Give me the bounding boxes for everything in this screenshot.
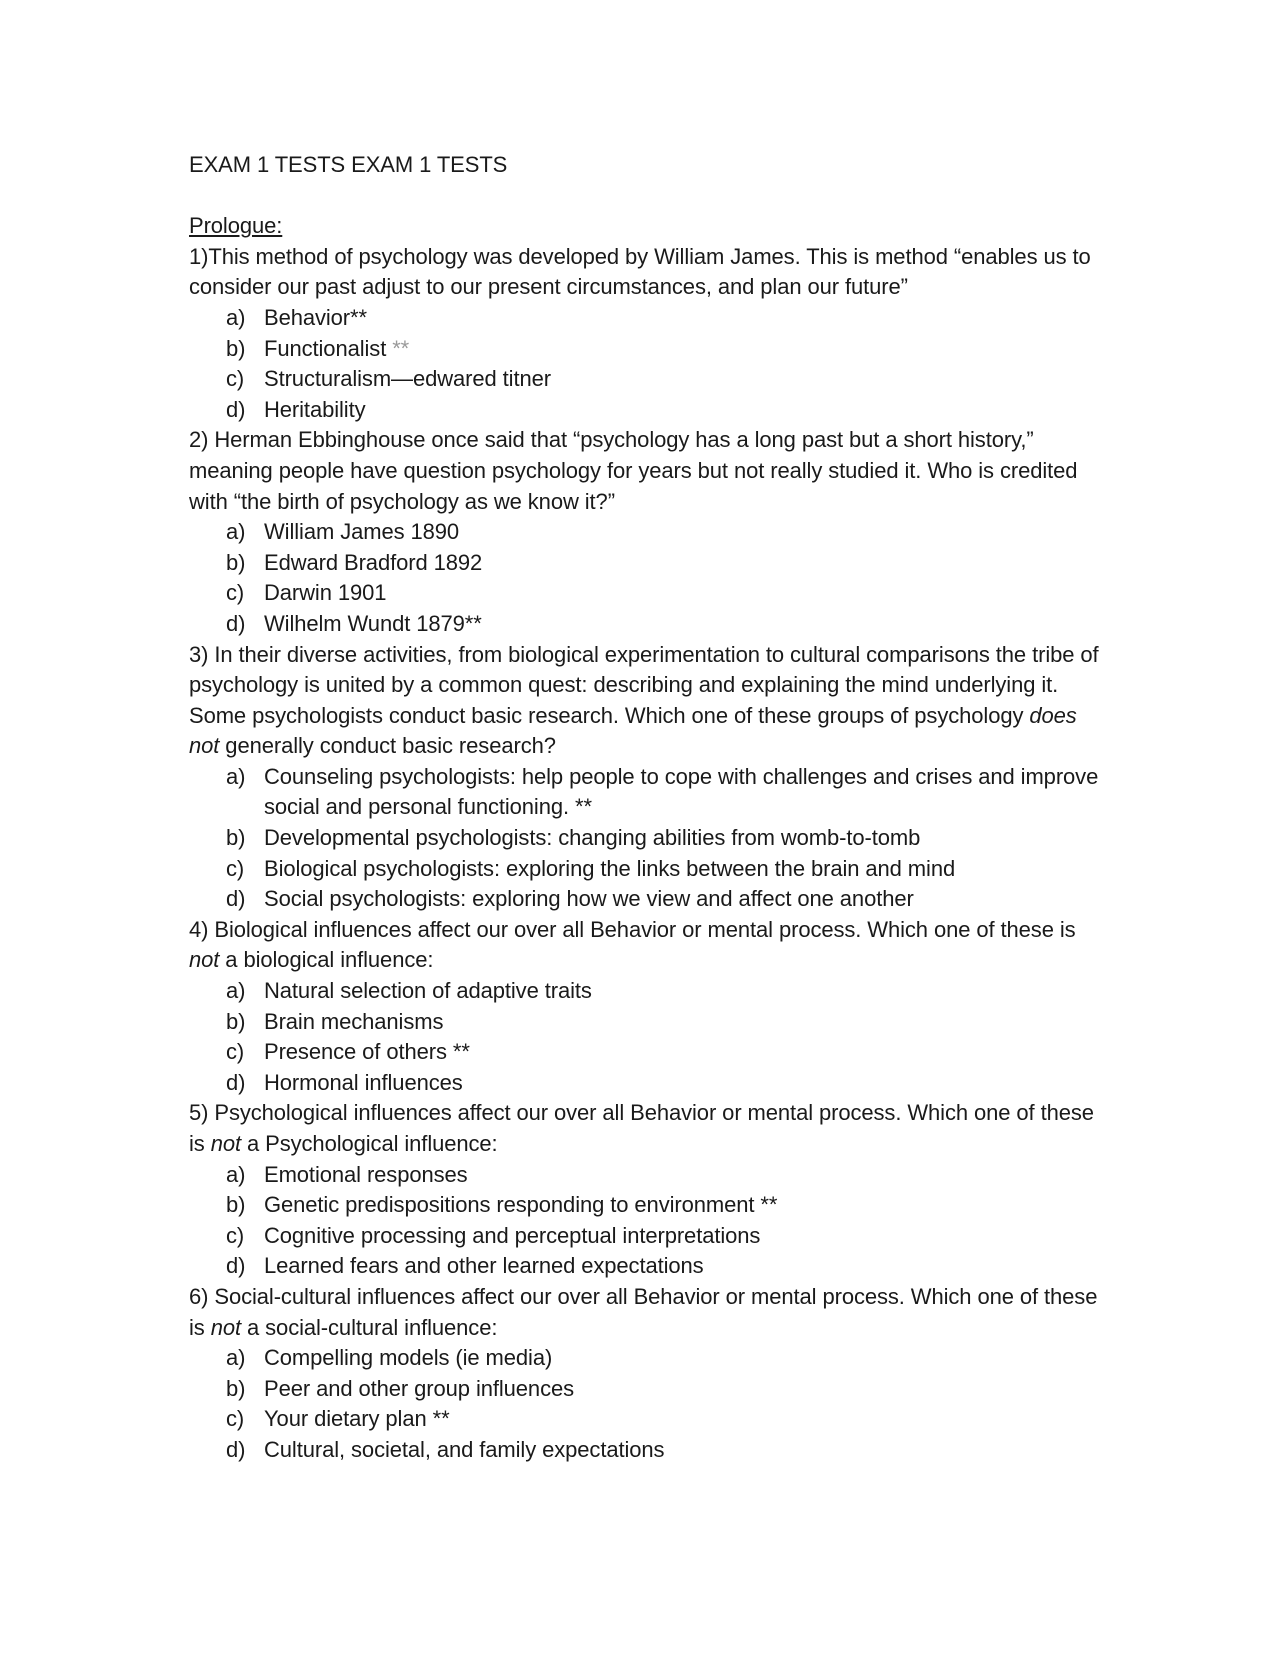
option-item	[189, 1404, 1109, 1435]
option-text: Darwin 1901	[264, 580, 387, 606]
option-text: Peer and other group influences	[264, 1375, 575, 1401]
option-text: Cognitive processing and perceptual interpretations	[264, 1222, 761, 1248]
option-letter: b)	[226, 1375, 246, 1401]
option-text: William James 1890	[264, 519, 460, 545]
option-text: Presence of others **	[264, 1039, 470, 1065]
option-item	[189, 395, 1109, 426]
option-text: Functionalist **	[264, 335, 410, 361]
question-block	[189, 915, 1109, 1099]
document-page	[189, 150, 1109, 1466]
option-text: Emotional responses	[264, 1161, 468, 1187]
option-letter: d)	[226, 610, 246, 636]
emphasis-text: not	[210, 1131, 241, 1156]
option-text: Compelling models (ie media)	[264, 1345, 553, 1371]
option-item	[189, 578, 1109, 609]
question-text: 5) Psychological influences affect our over all Behavior or mental process. Which one of these is not a Psychological influence:	[189, 1100, 1094, 1156]
option-text: Heritability	[264, 396, 366, 422]
option-item	[189, 884, 1109, 915]
question-block	[189, 640, 1109, 915]
option-item	[189, 303, 1109, 334]
question-block	[189, 1282, 1109, 1466]
question-block	[189, 425, 1109, 639]
emphasis-text: not	[210, 1314, 241, 1340]
option-item	[189, 1343, 1109, 1374]
option-item	[189, 1374, 1109, 1405]
option-letter: c)	[226, 1039, 245, 1065]
option-text: Genetic predispositions responding to environment **	[264, 1192, 778, 1218]
option-item	[189, 517, 1109, 548]
question-text: 6) Social-cultural influences affect our over all Behavior or mental process. Which one of these is not a social-cultural influence:	[189, 1283, 1098, 1340]
option-text: Your dietary plan **	[264, 1406, 450, 1432]
option-item	[189, 1251, 1109, 1282]
option-text: Wilhelm Wundt 1879**	[264, 610, 482, 636]
option-item	[189, 1160, 1109, 1191]
option-list	[189, 976, 1109, 1098]
option-item	[189, 364, 1109, 395]
option-letter: c)	[226, 580, 245, 606]
option-letter: c)	[226, 1222, 245, 1248]
option-letter: b)	[226, 1192, 246, 1218]
option-letter: a)	[226, 519, 246, 545]
option-item	[189, 1068, 1109, 1099]
question-text: 2) Herman Ebbinghouse once said that “psychology has a long past but a short history,” meaning people have question psychology for years but not really studied it. Who is credited with “the birth of psychology as we know it?”	[189, 427, 1078, 514]
option-text: Counseling psychologists: help people to cope with challenges and crises and improve social and personal functioning. **	[264, 763, 1099, 820]
option-list	[189, 1160, 1109, 1282]
option-text: Learned fears and other learned expectations	[264, 1253, 704, 1279]
option-item	[189, 1435, 1109, 1466]
question-block	[189, 1098, 1109, 1282]
option-list	[189, 762, 1109, 915]
document-title: EXAM 1 TESTS EXAM 1 TESTS	[189, 152, 508, 177]
option-letter: b)	[226, 549, 246, 575]
option-letter: a)	[226, 978, 246, 1004]
option-letter: b)	[226, 825, 246, 851]
option-item	[189, 762, 1109, 823]
option-text: Biological psychologists: exploring the links between the brain and mind	[264, 855, 956, 881]
option-item	[189, 609, 1109, 640]
section-heading: Prologue:	[189, 213, 283, 239]
question-text: 4) Biological influences affect our over all Behavior or mental process. Which one of these is not a biological influence:	[189, 916, 1076, 973]
option-letter: b)	[226, 335, 246, 361]
option-text: Social psychologists: exploring how we view and affect one another	[264, 886, 914, 912]
option-letter: a)	[226, 1345, 246, 1371]
option-list	[189, 1343, 1109, 1465]
option-item	[189, 334, 1109, 365]
option-letter: d)	[226, 396, 246, 422]
emphasis-text: does not	[189, 702, 1077, 759]
option-item	[189, 1037, 1109, 1068]
option-letter: d)	[226, 1253, 246, 1279]
option-text: Behavior**	[264, 304, 367, 330]
blank-line	[189, 181, 1109, 212]
option-letter: a)	[226, 1161, 246, 1187]
question-block	[189, 242, 1109, 426]
option-item	[189, 548, 1109, 579]
option-list	[189, 303, 1109, 425]
question-text: 1)This method of psychology was developed by William James. This is method “enables us to consider our past adjust to our present circumstances, and plan our future”	[189, 243, 1091, 300]
option-letter: d)	[226, 886, 246, 912]
option-text: Cultural, societal, and family expectations	[264, 1436, 665, 1462]
option-letter: b)	[226, 1008, 246, 1034]
option-text: Developmental psychologists: changing abilities from womb-to-tomb	[264, 825, 921, 851]
option-text: Structuralism—edwared titner	[264, 366, 551, 392]
option-item	[189, 823, 1109, 854]
option-letter: c)	[226, 855, 245, 881]
emphasis-text: not	[189, 947, 220, 973]
option-letter: c)	[226, 366, 245, 392]
question-text: 3) In their diverse activities, from biological experimentation to cultural comparisons the tribe of psychology is united by a common quest: describing and explaining the mind underlying it. Some psychologists conduct basic research. Which one of these groups of psychology does not generally conduct basic research?	[189, 641, 1099, 759]
option-list	[189, 517, 1109, 639]
answer-mark: **	[392, 335, 410, 361]
option-item	[189, 1221, 1109, 1252]
option-letter: d)	[226, 1436, 246, 1462]
option-letter: a)	[226, 763, 246, 789]
option-text: Natural selection of adaptive traits	[264, 978, 592, 1004]
option-text: Edward Bradford 1892	[264, 549, 483, 575]
option-text: Brain mechanisms	[264, 1008, 444, 1034]
option-item	[189, 1190, 1109, 1221]
option-text: Hormonal influences	[264, 1069, 463, 1095]
option-item	[189, 1007, 1109, 1038]
option-letter: a)	[226, 304, 246, 330]
option-item	[189, 854, 1109, 885]
option-item	[189, 976, 1109, 1007]
option-letter: c)	[226, 1406, 245, 1432]
option-letter: d)	[226, 1069, 246, 1095]
